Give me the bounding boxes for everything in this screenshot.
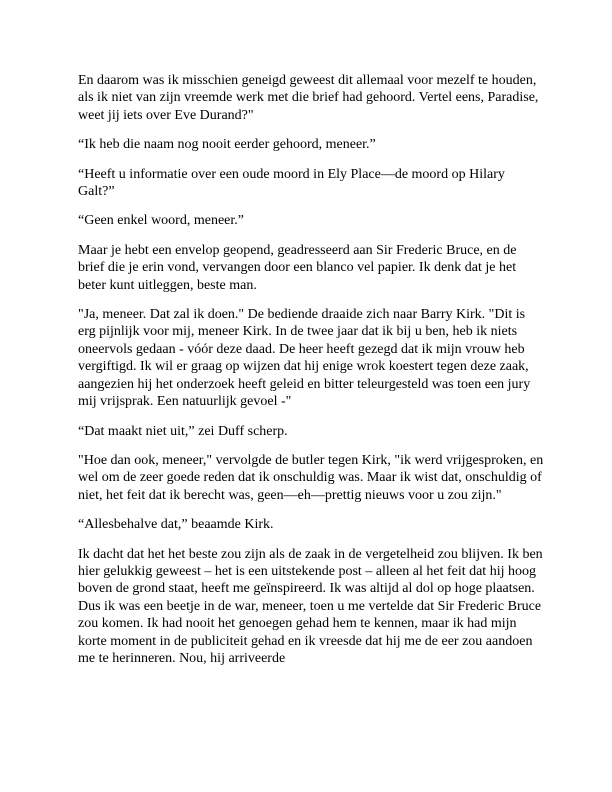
paragraph-4: “Geen enkel woord, meneer.” [78,213,244,229]
paragraph-2: “Ik heb die naam nog nooit eerder gehoord, meneer.” [78,137,376,153]
paragraph-6: "Ja, meneer. Dat zal ik doen." De bediende draaide zich naar Barry Kirk. "Dit is erg pijnlijk voor mij, meneer Kirk. In de twee jaar dat ik bij u ben, heb ik niets oneervols gedaan - vóór deze daad. De heer heeft gezegd dat ik mijn vrouw heb vergiftigd. Ik wil er graag op wijzen dat hij enige wrok koestert tegen deze zaak, aangezien hij het onderzoek heeft geleid en bitter teleurgesteld was toen een jury mij vrijsprak. Een natuurlijk gevoel -" [78,307,531,410]
paragraph-9: “Allesbehalve dat,” beaamde Kirk. [78,517,274,533]
paragraph-3: “Heeft u informatie over een oude moord in Ely Place—de moord op Hilary Galt?” [78,166,505,200]
paragraph-8: "Hoe dan ook, meneer," vervolgde de butler tegen Kirk, "ik werd vrijgesproken, en wel om de zeer goede reden dat ik onschuldig was. Maar ik wist dat, onschuldig of niet, het feit dat ik berecht was, geen—eh—prettig nieuws voor u zou zijn." [78,452,544,503]
paragraph-7: “Dat maakt niet uit,” zei Duff scherp. [78,423,288,439]
document-page [78,72,544,679]
paragraph-10: Ik dacht dat het het beste zou zijn als de zaak in de vergetelheid zou blijven. Ik ben hier gelukkig geweest – het is een uitstekende post – alleen al het feit dat hij hoog boven de grond staat, heeft me geïnspireerd. Ik was altijd al dol op hoge plaatsen. Dus ik was een beetje in de war, meneer, toen u me vertelde dat Sir Frederic Bruce zou komen. Ik had nooit het genoegen gehad hem te kennen, maar ik had mijn korte moment in de publiciteit gehad en ik vreesde dat hij me de eer zou aandoen me te herinneren. Nou, hij arriveerde [78,546,543,666]
paragraph-1: En daarom was ik misschien geneigd geweest dit allemaal voor mezelf te houden, als ik niet van zijn vreemde werk met die brief had gehoord. Vertel eens, Paradise, weet jij iets over Eve Durand?" [78,73,539,123]
paragraph-5: Maar je hebt een envelop geopend, geadresseerd aan Sir Frederic Bruce, en de brief die je erin vond, vervangen door een blanco vel papier. Ik denk dat je het beter kunt uitleggen, beste man. [78,242,517,293]
